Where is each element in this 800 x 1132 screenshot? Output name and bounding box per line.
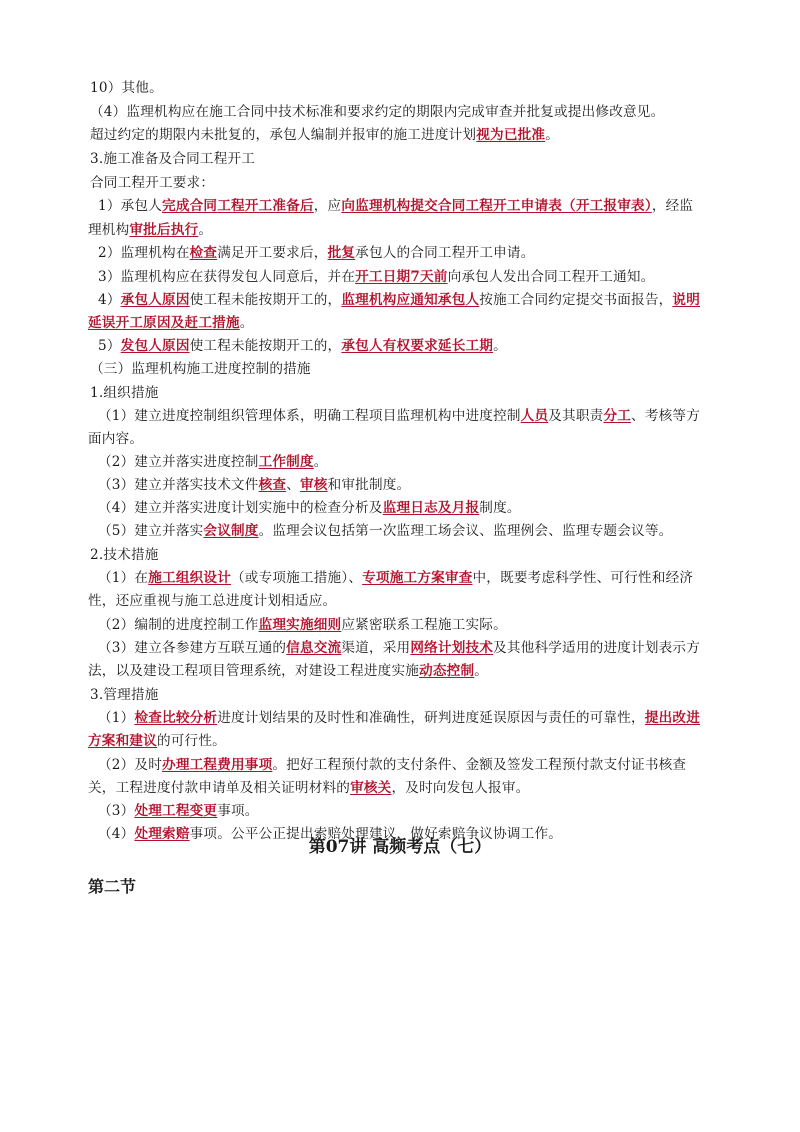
highlight-term: 承包人原因 [120,292,190,308]
text-segment: 3）监理机构应在获得发包人同意后，并在 [98,269,356,285]
highlight-term: 检查 [189,245,218,261]
text-segment: （4） [98,825,135,842]
text-segment: 满足开工要求后， [217,245,328,261]
text-segment: 合同工程开工要求： [90,175,215,191]
text-segment: 。 [239,315,254,331]
text-segment: 向承包人发出合同工程开工通知。 [447,269,655,285]
highlight-term: 信息交流 [286,640,342,656]
text-segment: ，应 [313,198,342,214]
highlight-term: 延误开工原因及赶工措施 [88,315,240,331]
highlight-term: 方案和建议 [88,733,157,749]
text-segment: （2）及时 [98,757,163,773]
text-segment: 事项。 [217,803,259,819]
text-line [88,428,143,450]
highlight-term: 承包人有权要求延长工期 [341,338,494,354]
text-segment: 。 [545,127,559,143]
text-line [90,358,311,380]
text-segment: ，经监 [651,198,694,214]
text-segment: （1）在 [98,570,149,586]
text-segment: 中，既要考虑科学性、可行性和经济 [472,570,694,586]
text-line [98,637,700,659]
text-segment: 。 [493,338,507,354]
text-segment: 关，工程进度付款申请单及相关证明材料的 [88,780,351,796]
text-line [90,544,159,566]
text-line [98,266,654,288]
highlight-term: 审核关 [350,780,392,796]
text-line [88,590,336,612]
text-segment: 事项。公平公正提出索赔处理建议，做好索赔争议协调工作。 [189,825,563,842]
text-segment: 。 [474,663,489,679]
text-segment: 应紧密联系工程施工实际。 [341,617,507,633]
highlight-term: 审核 [299,477,328,493]
text-segment: （2）编制的进度控制工作 [98,617,259,633]
text-segment: 按施工合同约定提交书面报告， [479,292,673,308]
text-segment: （1）建立进度控制组织管理体系，明确工程项目监理机构中进度控制 [98,408,521,424]
text-line [98,195,693,217]
text-segment: 使工程未能按期开工的， [189,338,342,354]
text-line [98,707,700,729]
highlight-term: 动态控制 [419,663,475,679]
text-segment: 进度计划结果的及时性和准确性，研判进度延误原因与责任的可靠性， [217,710,645,726]
highlight-term: 发包人原因 [120,338,190,354]
text-segment: （4）建立并落实进度计划实施中的检查分析及 [98,500,383,516]
text-line [98,242,535,264]
text-line [98,289,700,311]
highlight-term: 人员 [520,408,549,424]
highlight-term: 处理工程变更 [134,803,218,819]
text-segment: 5） [98,338,121,354]
text-segment: 10）其他。 [90,80,163,96]
highlight-term: 说明 [672,292,701,308]
highlight-term: 办理工程费用事项 [162,757,273,773]
highlight-term: 提出改进 [644,710,700,726]
text-line [98,754,686,776]
highlight-term: 专项施工方案审查 [362,570,473,586]
text-segment: 1.组织措施 [90,385,159,401]
text-segment: 渠道，采用 [341,640,411,656]
text-segment: 及其他科学适用的进度计划表示方 [493,640,700,656]
text-segment: 、 [286,477,300,493]
text-segment: 制度。 [479,500,521,516]
text-segment: 。监理会议包括第一次监理工场会议、监理例会、监理专题会议等。 [258,523,673,539]
text-segment: （或专项施工措施）、 [231,570,363,586]
text-segment: 3.施工准备及合同工程开工 [90,151,256,167]
text-line [90,124,559,146]
text-segment: （1） [98,710,135,726]
highlight-term: 核查 [258,477,287,493]
text-line [90,382,159,404]
text-segment: 。把好工程预付款的支付条件、金额及签发工程预付款支付证书核查 [272,757,687,773]
section-title: 第二节 [88,877,137,896]
highlight-term: 监理机构应通知承包人 [341,292,480,308]
highlight-term: 网络计划技术 [410,640,494,656]
highlight-term: 完成合同工程开工准备后 [162,198,314,214]
text-segment: 1）承包人 [98,198,163,214]
text-segment: 及其职责 [548,408,604,424]
text-line [98,497,521,519]
text-line [88,219,212,241]
highlight-term: 会议制度 [203,523,259,539]
text-segment: 。 [198,222,213,238]
highlight-term: 审批后执行 [129,222,199,238]
text-segment: （3） [98,803,135,819]
text-line [98,800,259,822]
text-segment: （3）建立各参建方互联互通的 [98,640,287,656]
text-line [88,777,529,799]
text-line [90,684,159,706]
text-line [88,312,254,334]
highlight-term: 分工 [603,408,632,424]
text-line [98,520,672,542]
text-segment: 超过约定的期限内未批复的，承包人编制并报审的施工进度计划 [90,127,477,143]
highlight-term: 视为已批准 [476,127,546,143]
text-line [98,451,328,473]
text-segment: （5）建立并落实 [98,523,204,539]
highlight-term: 监理实施细则 [258,617,342,633]
text-segment: 2）监理机构在 [98,245,190,261]
text-segment: 承包人的合同工程开工申请。 [355,245,535,261]
text-segment: （3）建立并落实技术文件 [98,477,259,493]
text-line [88,660,488,682]
text-segment: 法，以及建设工程项目管理系统，对建设工程进度实施 [88,663,420,679]
text-line [98,567,693,589]
highlight-term: 开工日期7天前 [355,269,448,285]
text-segment: （4）监理机构应在施工合同中技术标准和要求约定的期限内完成审查并批复或提出修改意见。 [90,104,665,120]
text-segment: 使工程未能按期开工的， [189,292,342,308]
text-segment: 理机构 [88,222,130,238]
text-segment: 3.管理措施 [90,687,159,703]
text-line [98,614,507,636]
text-line [98,405,700,427]
highlight-term: 向监理机构提交合同工程开工申请表（开工报审表） [341,198,652,214]
text-line [98,335,507,357]
lecture-title: 第07讲 高频考点（七） [308,837,492,857]
text-segment: 和审批制度。 [327,477,411,493]
text-line [90,77,163,99]
text-segment: （2）建立并落实进度控制 [98,454,259,470]
text-line [90,148,255,170]
text-segment: （三）监理机构施工进度控制的措施 [90,361,311,377]
highlight-term: 批复 [327,245,356,261]
text-segment: 面内容。 [88,431,144,447]
text-segment: 、考核等方 [631,408,701,424]
text-segment: 4） [98,292,121,308]
highlight-term: 施工组织设计 [148,570,231,586]
text-segment: 的可行性。 [156,733,226,749]
highlight-term: 工作制度 [258,454,314,470]
text-segment: 2.技术措施 [90,547,159,563]
text-segment: ，及时向发包人报审。 [391,780,530,796]
text-segment: 性，还应重视与施工总进度计划相适应。 [88,593,337,609]
highlight-term: 处理索赔 [134,825,190,842]
text-line [90,172,214,194]
text-line [88,730,226,752]
highlight-term: 监理日志及月报 [382,500,480,516]
text-segment: 。 [313,454,328,470]
highlight-term: 检查比较分析 [134,710,218,726]
text-line [90,101,664,123]
text-line [98,474,410,496]
